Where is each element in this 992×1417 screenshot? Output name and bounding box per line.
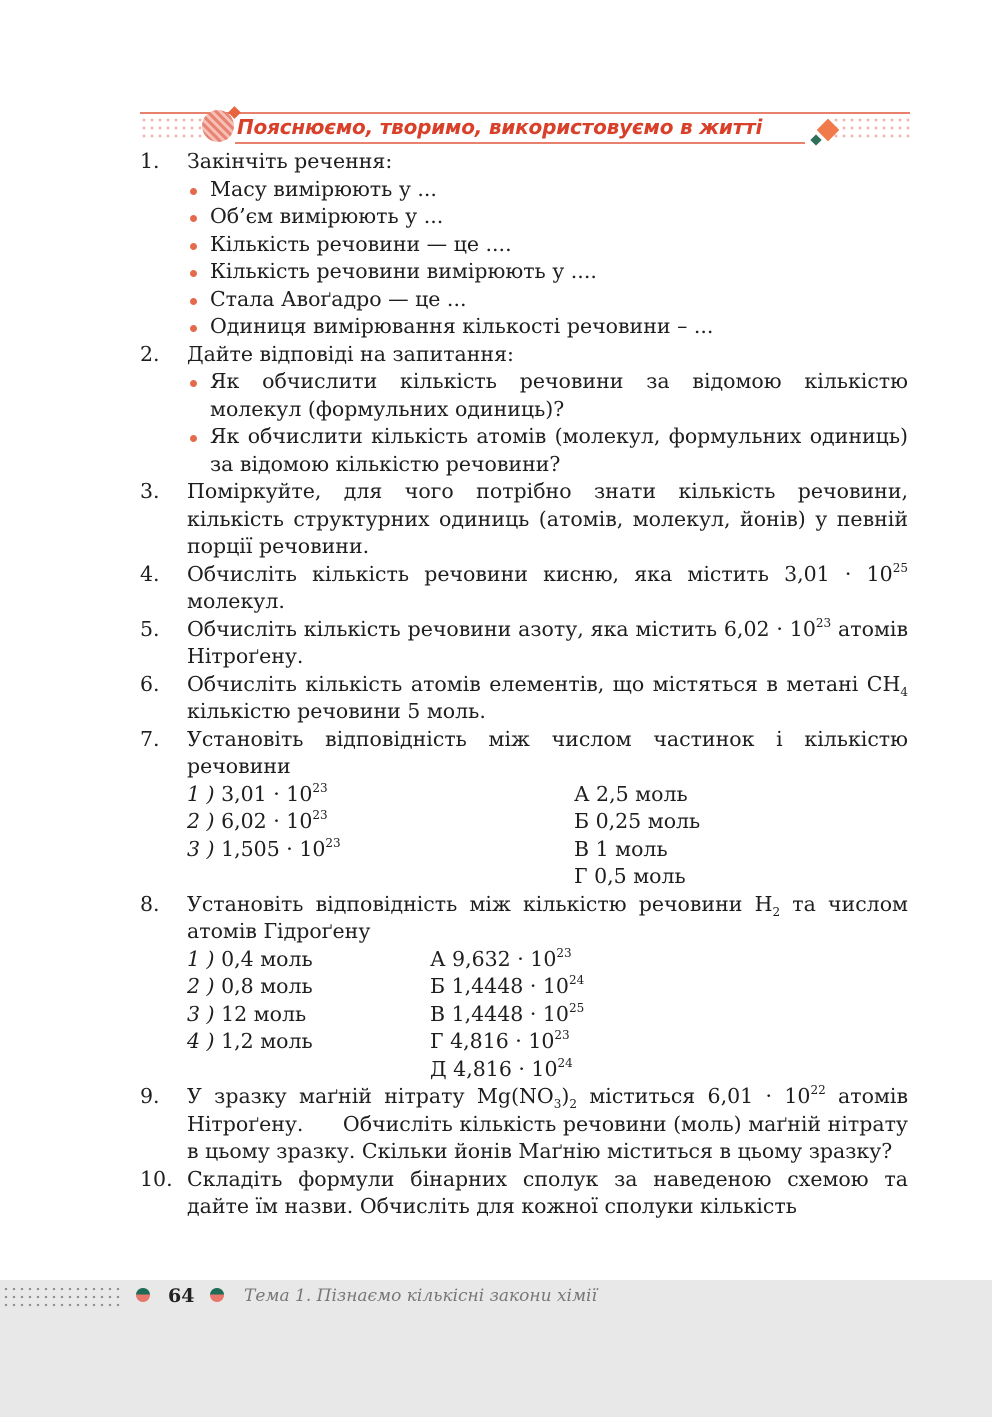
- match-left-item: 3 ) $1,505 \cdot 10^{23}$: [187, 835, 341, 861]
- exercise-6: [140, 671, 908, 726]
- exercise-number: 4.: [140, 561, 160, 586]
- match-right-item: Г $4,816 \cdot 10^{23}$: [430, 1028, 570, 1053]
- list-item: Одиниця вимірювання кількості речовини – ...: [187, 313, 908, 341]
- list-item: Кількість речовини вимірюють у ....: [187, 258, 908, 286]
- bullet-icon: [190, 325, 197, 332]
- match-right-item: Б $1,4448 \cdot 10^{24}$: [430, 973, 585, 998]
- decorative-dots-left: [140, 116, 204, 142]
- match-row: [187, 781, 908, 809]
- exercise-text: У зразку маґній нітрату $Mg(NO_3)_2$ міститься $6,01 \cdot 10^{22}$ атомів Нітроґену. Обчисліть кількість речовини (моль) маґній нітрату в цьому зразку. Скільки йонів Маґнію міститься в цьому зразку?: [187, 1083, 915, 1163]
- exercise-number: 7.: [140, 726, 160, 751]
- match-right-item: А 2,5 моль: [574, 781, 688, 806]
- exercise-9: [140, 1083, 915, 1166]
- match-right-item: В 1 моль: [574, 836, 668, 861]
- exercise-text: Обчисліть кількість речовини азоту, яка містить $6,02 \cdot 10^{23}$ атомів Нітроґену.: [187, 615, 908, 668]
- match-right-item: Г 0,5 моль: [574, 864, 686, 888]
- exercise-text: Обчисліть кількість речовини кисню, яка містить $3,01 \cdot 10^{25}$ молекул.: [187, 560, 908, 613]
- match-left-item: 2 ) $6,02 \cdot 10^{23}$: [187, 808, 328, 833]
- exercise-text: Обчисліть кількість атомів елементів, що містяться в метані $CH_4$ кількістю речовини 5 моль.: [187, 671, 908, 723]
- striped-ball-icon: [202, 110, 234, 142]
- bullet-icon: [190, 188, 197, 195]
- footer-circle-icon: [210, 1288, 224, 1302]
- exercise-7: [140, 726, 908, 891]
- banner-top-rule: [140, 112, 910, 114]
- exercise-5: [140, 616, 908, 671]
- match-right-item: Б 0,25 моль: [574, 809, 701, 833]
- list-item: Стала Авоґадро — це ...: [187, 286, 908, 314]
- match-left-item: 1 ) $3,01 \cdot 10^{23}$: [187, 780, 328, 806]
- section-banner: [140, 108, 910, 148]
- bullet-icon: [190, 380, 197, 387]
- match-row: [187, 808, 908, 836]
- footer-dots: [2, 1285, 120, 1309]
- match-row: [187, 1056, 908, 1084]
- match-row: [187, 863, 908, 891]
- match-right-item: В $1,4448 \cdot 10^{25}$: [430, 1000, 585, 1026]
- exercise-1: [140, 148, 908, 341]
- exercise-number: 8.: [140, 891, 160, 916]
- match-left-item: 2 ) 0,8 моль: [187, 974, 313, 998]
- exercise-number: 3.: [140, 479, 160, 503]
- exercise-number: 9.: [140, 1084, 160, 1108]
- exercise-list: [140, 148, 915, 1221]
- exercise-number: 10.: [140, 1166, 173, 1191]
- decorative-dots-right: [832, 116, 910, 142]
- exercise-3: [140, 478, 908, 561]
- list-item: Об’єм вимірюють у ...: [187, 203, 908, 231]
- match-row: [187, 946, 908, 974]
- exercise-text: Установіть відповідність між числом частинок і кількістю речовини: [187, 726, 908, 778]
- exercise-number: 6.: [140, 671, 160, 696]
- bullet-icon: [190, 435, 197, 442]
- exercise-number: 2.: [140, 341, 160, 366]
- section-title: Пояснюємо, творимо, використовуємо в житті: [237, 115, 763, 139]
- exercise-text: Дайте відповіді на запитання:: [187, 341, 514, 366]
- match-left-item: 3 ) 12 моль: [187, 1001, 307, 1026]
- page-number: 64: [168, 1285, 195, 1307]
- bullet-icon: [190, 215, 197, 222]
- list-item: Як обчислити кількість атомів (молекул, формульних одиниць) за відомою кількістю речовини?: [187, 423, 908, 478]
- exercise-4: [140, 561, 908, 616]
- exercise-8: [140, 891, 908, 1084]
- exercise-number: 5.: [140, 616, 160, 641]
- exercise-10: [140, 1166, 908, 1221]
- footer-circle-icon: [136, 1288, 150, 1302]
- match-row: [187, 973, 908, 1001]
- banner-underline: [235, 142, 805, 144]
- bullet-icon: [190, 298, 197, 305]
- green-diamond-icon: [810, 134, 821, 145]
- exercise-text: Складіть формули бінарних сполук за наведеною схемою та дайте їм назви. Обчисліть для кожної сполуки кількість: [187, 1166, 908, 1218]
- exercise-text: Закінчіть речення:: [187, 149, 393, 173]
- match-row: [187, 1028, 908, 1056]
- match-right-item: Д $4,816 \cdot 10^{24}$: [430, 1055, 573, 1081]
- match-left-item: 4 ) 1,2 моль: [187, 1029, 313, 1053]
- list-item: Кількість речовини — це ....: [187, 231, 908, 259]
- match-right-item: А $9,632 \cdot 10^{23}$: [430, 945, 572, 971]
- running-footer-title: Тема 1. Пізнаємо кількісні закони хімії: [244, 1286, 597, 1306]
- exercise-number: 1.: [140, 149, 160, 173]
- exercise-text: Поміркуйте, для чого потрібно знати кількість речовини, кількість структурних одиниць (атомів, молекул, йонів) у певній порції речовини.: [187, 479, 908, 558]
- bullet-icon: [190, 270, 197, 277]
- list-item: Як обчислити кількість речовини за відомою кількістю молекул (формульних одиниць)?: [187, 368, 908, 423]
- exercise-2: [140, 341, 908, 479]
- match-row: [187, 836, 908, 864]
- match-row: [187, 1001, 908, 1029]
- exercise-text: Установіть відповідність між кількістю речовини $H_2$ та числом атомів Гідроґену: [187, 891, 908, 943]
- list-item: Масу вимірюють у ...: [187, 176, 908, 204]
- bullet-icon: [190, 243, 197, 250]
- match-left-item: 1 ) 0,4 моль: [187, 946, 313, 971]
